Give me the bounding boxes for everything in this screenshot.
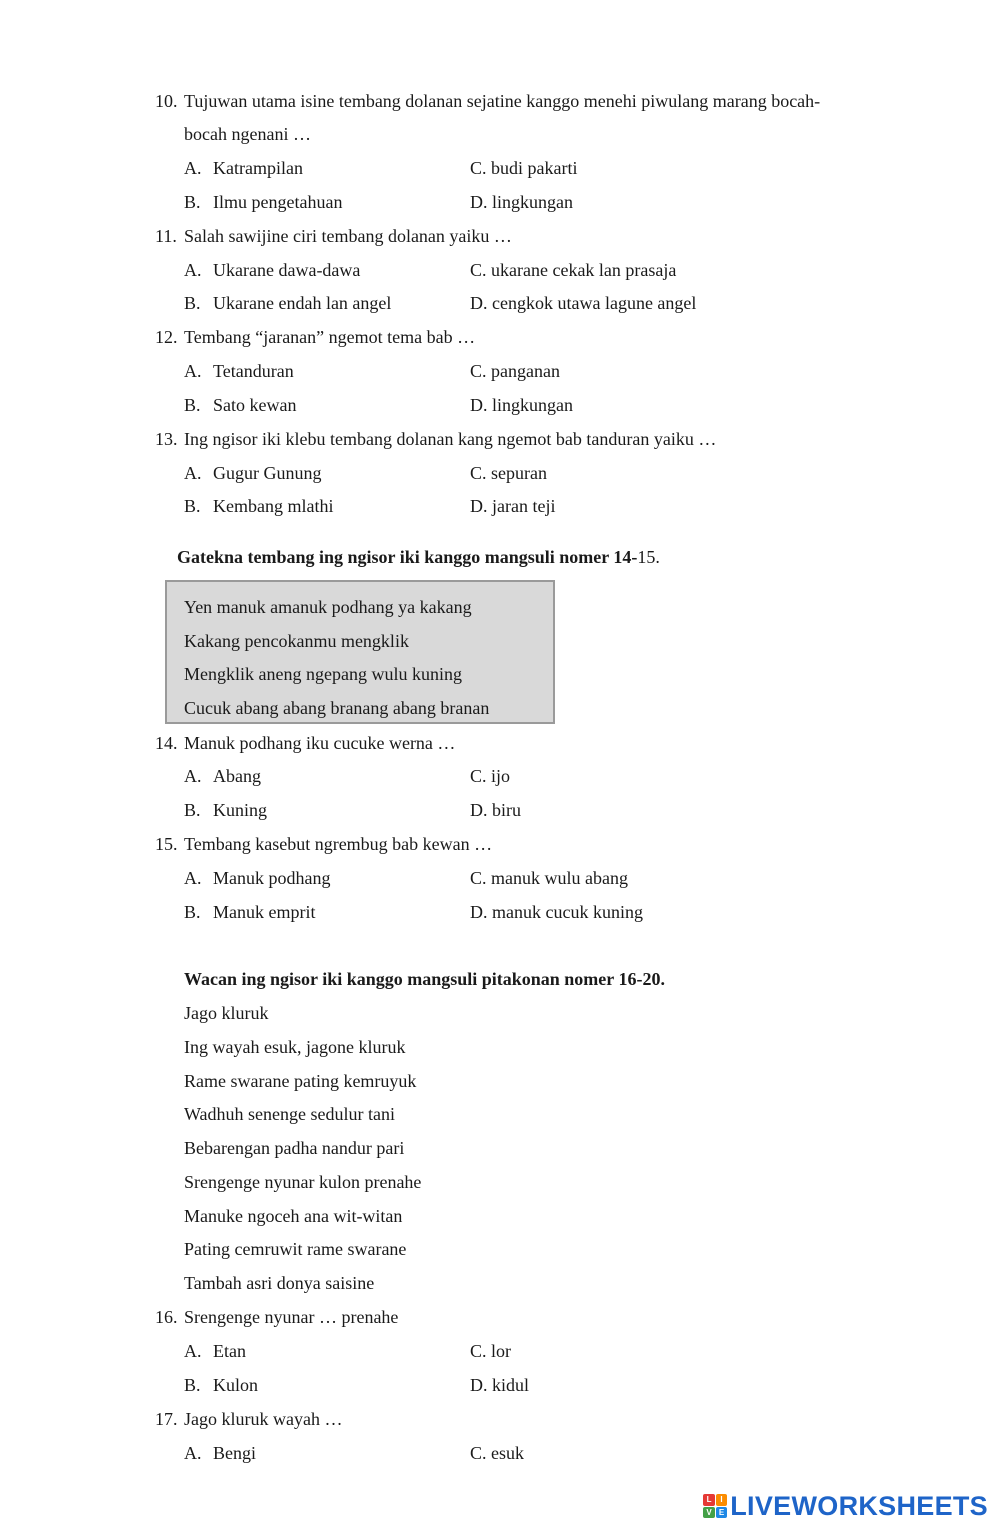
option-letter-a: A. <box>184 463 202 483</box>
option-c[interactable]: C. ukarane cekak lan prasaja <box>470 260 677 280</box>
question-text: Ing ngisor iki klebu tembang dolanan kang ngemot bab tanduran yaiku … <box>184 429 717 449</box>
question-text: Tembang “jaranan” ngemot tema bab … <box>184 327 476 347</box>
logo-text: LIVEWORKSHEETS <box>730 1490 988 1521</box>
option-b[interactable]: Sato kewan <box>213 395 297 415</box>
option-d[interactable]: D. jaran teji <box>470 496 556 516</box>
option-letter-a: A. <box>184 868 202 888</box>
option-c[interactable]: C. ijo <box>470 766 511 786</box>
question-number: 12. <box>155 327 178 347</box>
liveworksheets-logo[interactable] <box>703 1490 988 1522</box>
option-d[interactable]: D. manuk cucuk kuning <box>470 902 643 922</box>
poem-line: Cucuk abang abang branang abang branan <box>184 698 490 718</box>
option-a[interactable]: Gugur Gunung <box>213 463 322 483</box>
option-c[interactable]: C. lor <box>470 1341 512 1361</box>
liveworksheets-icon <box>703 1494 727 1518</box>
question-number: 17. <box>155 1409 178 1429</box>
reading-line: Bebarengan padha nandur pari <box>184 1138 405 1158</box>
option-letter-a: A. <box>184 260 202 280</box>
question-number: 16. <box>155 1307 178 1327</box>
option-b[interactable]: Manuk emprit <box>213 902 316 922</box>
option-letter-a: A. <box>184 1341 202 1361</box>
option-letter-a: A. <box>184 766 202 786</box>
option-c[interactable]: C. panganan <box>470 361 560 381</box>
option-d[interactable]: D. kidul <box>470 1375 530 1395</box>
question-text: Jago kluruk wayah … <box>184 1409 343 1429</box>
option-a[interactable]: Abang <box>213 766 261 786</box>
poem-line: Kakang pencokanmu mengklik <box>184 631 409 651</box>
option-b[interactable]: Ukarane endah lan angel <box>213 293 392 313</box>
logo-tile-i: I <box>716 1494 728 1506</box>
option-letter-a: A. <box>184 361 202 381</box>
question-text: Manuk podhang iku cucuke werna … <box>184 733 456 753</box>
instruction-heading <box>177 545 660 569</box>
instruction-range: 15. <box>637 547 660 567</box>
option-a[interactable]: Katrampilan <box>213 158 303 178</box>
option-b[interactable]: Ilmu pengetahuan <box>213 192 343 212</box>
option-c[interactable]: C. manuk wulu abang <box>470 868 628 888</box>
option-letter-b: B. <box>184 192 201 212</box>
question-number: 10. <box>155 91 178 111</box>
option-letter-b: B. <box>184 496 201 516</box>
logo-tile-e: E <box>716 1507 728 1519</box>
reading-line: Srengenge nyunar kulon prenahe <box>184 1172 422 1192</box>
reading-title: Jago kluruk <box>184 1003 269 1023</box>
option-c[interactable]: C. budi pakarti <box>470 158 578 178</box>
option-letter-a: A. <box>184 1443 202 1463</box>
reading-line: Tambah asri donya saisine <box>184 1273 375 1293</box>
question-text: Tujuwan utama isine tembang dolanan sejatine kanggo menehi piwulang marang bocah- <box>184 91 821 111</box>
question-number: 11. <box>155 226 177 246</box>
option-letter-b: B. <box>184 902 201 922</box>
reading-instruction: Wacan ing ngisor iki kanggo mangsuli pitakonan nomer 16-20. <box>184 969 665 989</box>
option-b[interactable]: Kulon <box>213 1375 258 1395</box>
reading-line: Manuke ngoceh ana wit-witan <box>184 1206 403 1226</box>
option-letter-b: B. <box>184 293 201 313</box>
question-text: Srengenge nyunar … prenahe <box>184 1307 399 1327</box>
question-text: Salah sawijine ciri tembang dolanan yaiku … <box>184 226 512 246</box>
question-number: 13. <box>155 429 178 449</box>
option-c[interactable]: C. sepuran <box>470 463 547 483</box>
option-a[interactable]: Manuk podhang <box>213 868 331 888</box>
poem-line: Mengklik aneng ngepang wulu kuning <box>184 664 462 684</box>
option-d[interactable]: D. lingkungan <box>470 395 573 415</box>
logo-tile-l: L <box>703 1494 715 1506</box>
poem-line: Yen manuk amanuk podhang ya kakang <box>184 597 472 617</box>
reading-line: Pating cemruwit rame swarane <box>184 1239 407 1259</box>
option-d[interactable]: D. biru <box>470 800 521 820</box>
option-a[interactable]: Etan <box>213 1341 246 1361</box>
question-text-continued: bocah ngenani … <box>184 124 311 144</box>
option-letter-b: B. <box>184 395 201 415</box>
instruction-bold-text: Gatekna tembang ing ngisor iki kanggo mangsuli nomer 14- <box>177 547 638 567</box>
option-a[interactable]: Tetanduran <box>213 361 294 381</box>
logo-tile-v: V <box>703 1507 715 1519</box>
option-a[interactable]: Bengi <box>213 1443 256 1463</box>
option-c[interactable]: C. esuk <box>470 1443 524 1463</box>
option-d[interactable]: D. cengkok utawa lagune angel <box>470 293 697 313</box>
question-text: Tembang kasebut ngrembug bab kewan … <box>184 834 493 854</box>
reading-line: Rame swarane pating kemruyuk <box>184 1071 417 1091</box>
reading-line: Wadhuh senenge sedulur tani <box>184 1104 395 1124</box>
reading-line: Ing wayah esuk, jagone kluruk <box>184 1037 406 1057</box>
option-letter-a: A. <box>184 158 202 178</box>
option-d[interactable]: D. lingkungan <box>470 192 573 212</box>
option-letter-b: B. <box>184 1375 201 1395</box>
question-number: 15. <box>155 834 178 854</box>
option-b[interactable]: Kembang mlathi <box>213 496 334 516</box>
option-letter-b: B. <box>184 800 201 820</box>
question-number: 14. <box>155 733 178 753</box>
option-b[interactable]: Kuning <box>213 800 267 820</box>
option-a[interactable]: Ukarane dawa-dawa <box>213 260 361 280</box>
